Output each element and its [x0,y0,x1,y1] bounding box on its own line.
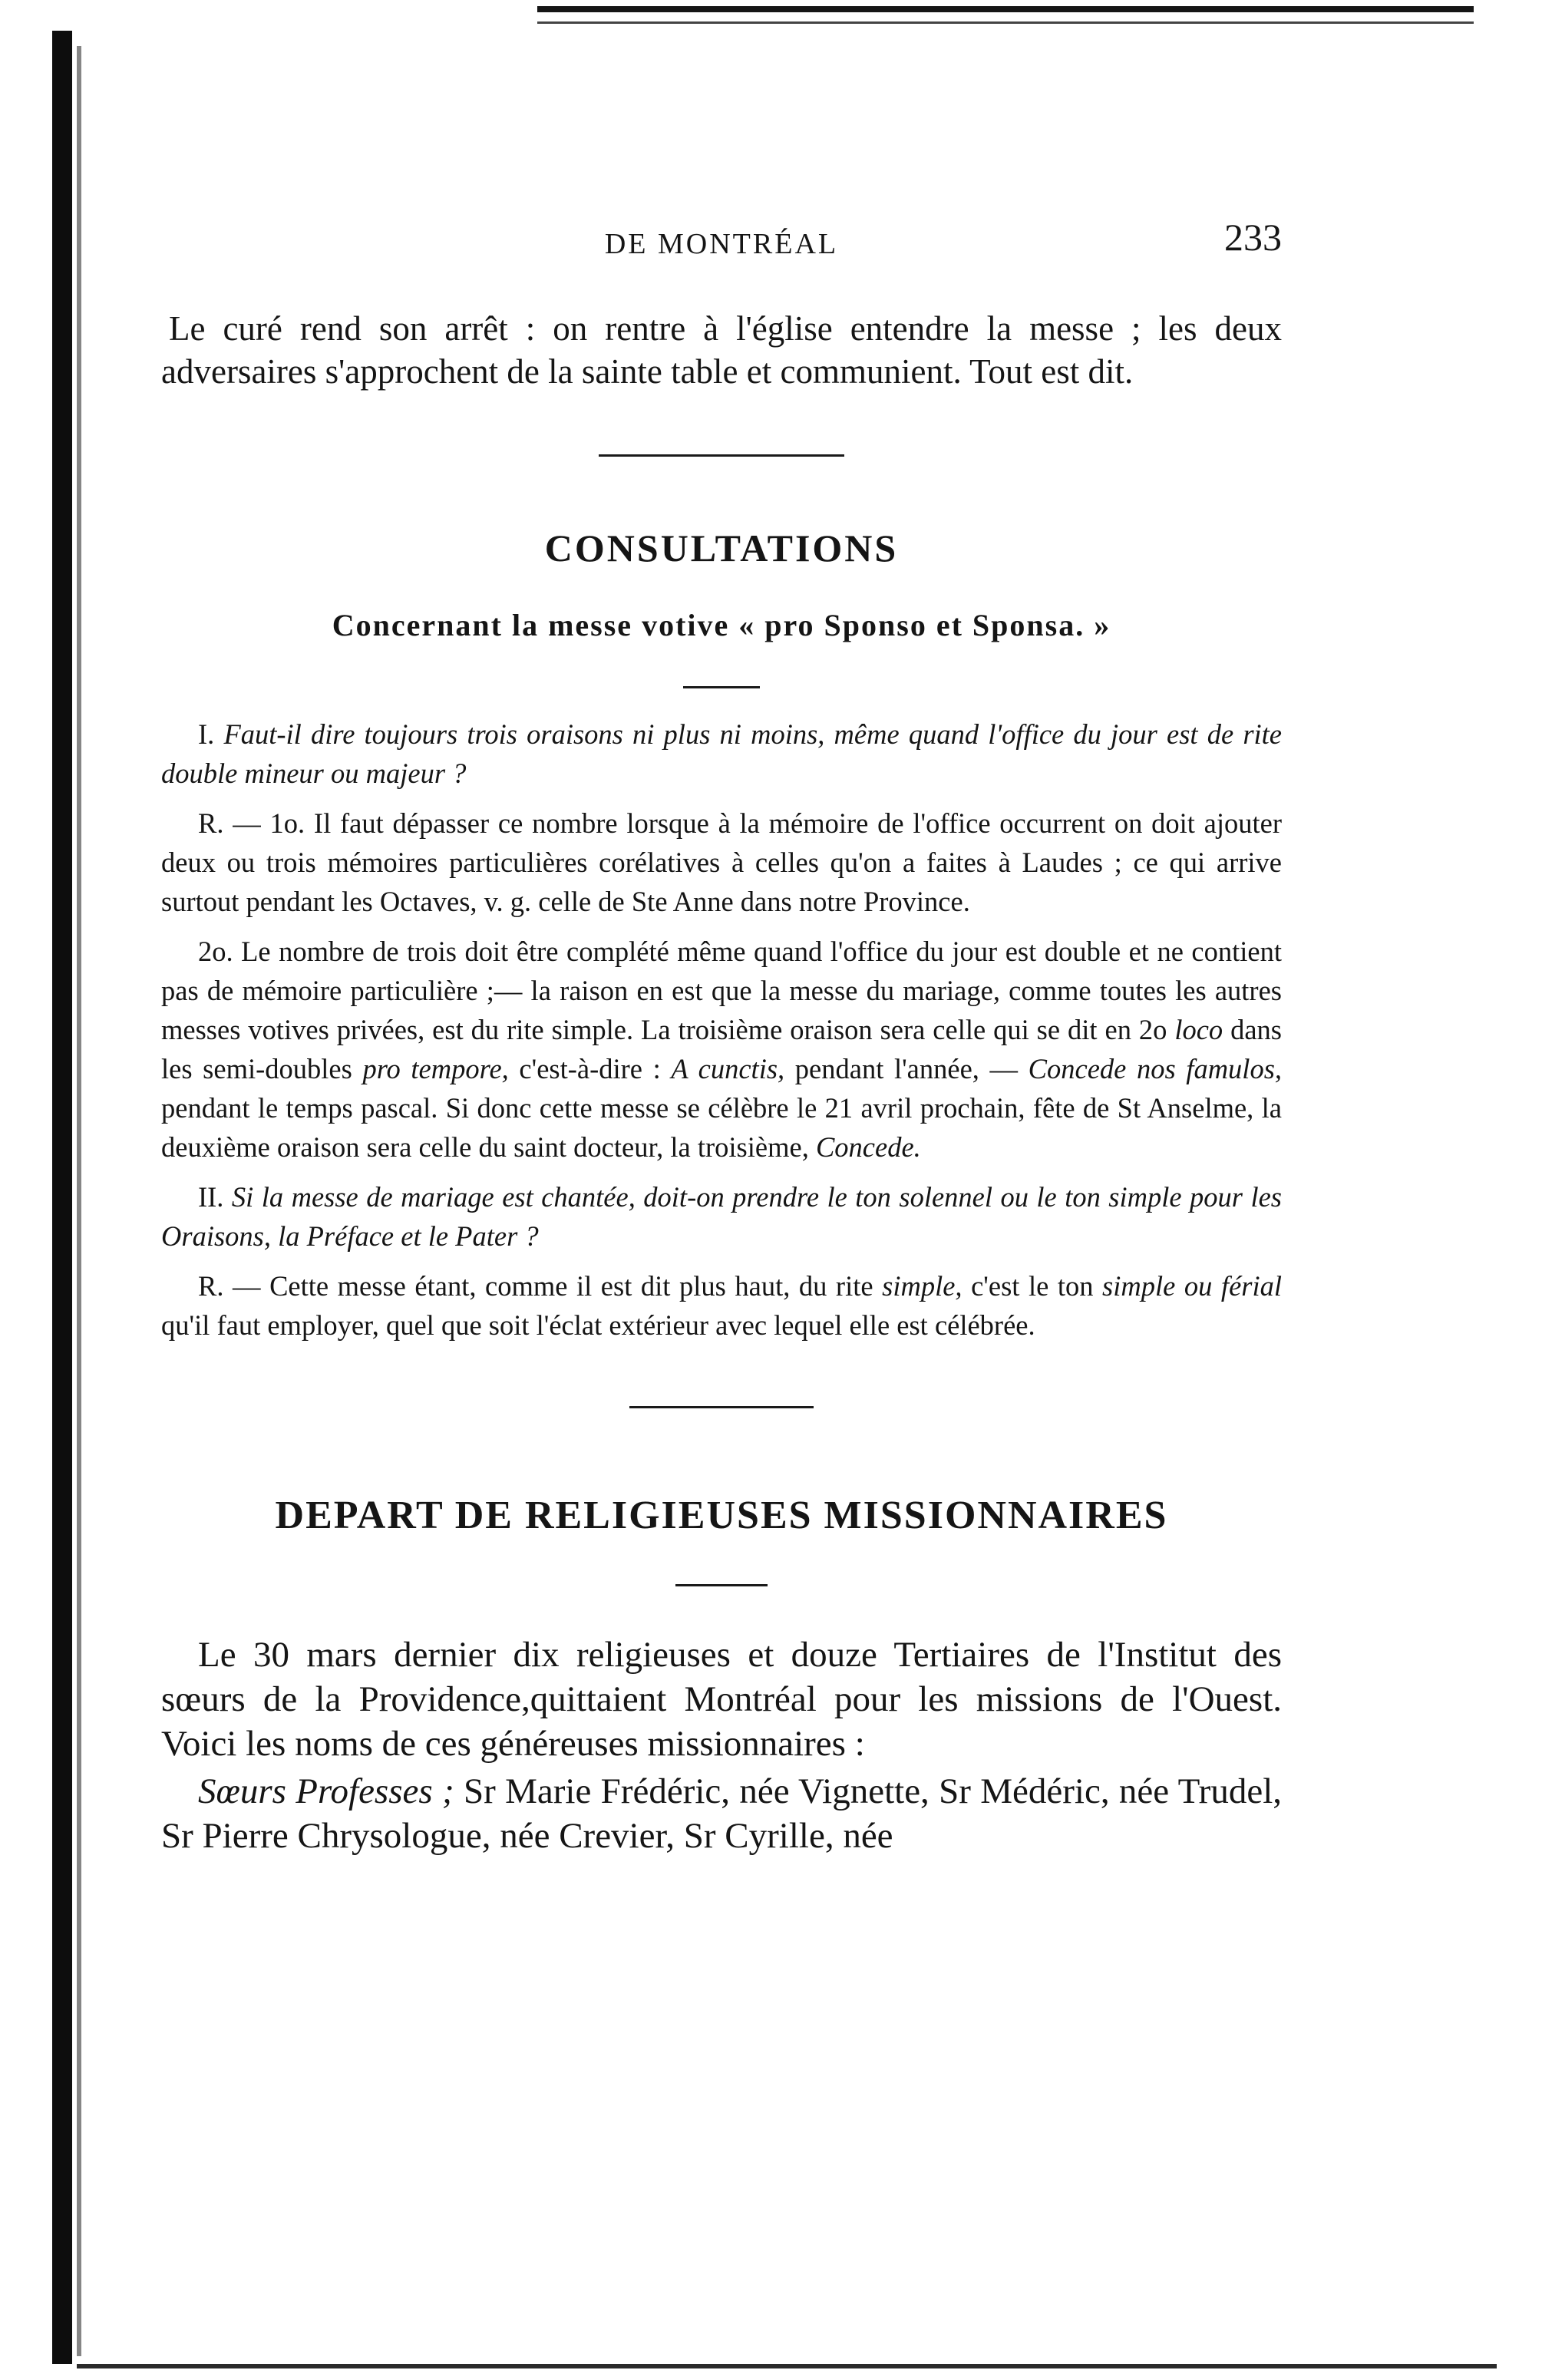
question-2 [161,1177,1282,1256]
answer-1-part-2-pro-tempore: pro tempore, [362,1053,509,1084]
running-head [161,215,1282,269]
question-2-label: II. [198,1181,224,1213]
page [161,215,1282,1858]
depart-heading: DEPART DE RELIGIEUSES MISSIONNAIRES [275,1494,1168,1537]
answer-1-part-2-loco: loco [1174,1014,1223,1045]
scan-edge-left-shadow [77,46,81,2356]
scan-edge-bottom [77,2364,1497,2368]
question-1 [161,715,1282,793]
question-1-label: I. [198,718,215,750]
answer-1-part-2-text-after: pendant le temps pascal. Si donc cette messe se célèbre le 21 avril prochain, fête de St Anselme, la deuxième oraison sera celle du saint docteur, la troisième, [161,1092,1282,1163]
answer-1-part-1-text: Il faut dépasser ce nombre lorsque à la mémoire de l'office occurrent on doit ajouter deux ou trois mémoires particulières corélatives à celles qu'on a faites à Laudes ; ce qui arrive surtout pendant les Octaves, v. g. celle de Ste Anne dans notre Province. [161,807,1283,917]
depart-paragraph-1: Le 30 mars dernier dix religieuses et douze Tertiaires de l'Institut des sœurs de la Providence,quittaient Montréal pour les missions de l'Ouest. Voici les noms de ces généreuses missionnaires : [161,1635,1282,1764]
answer-1-part-2-concede: Concede. [815,1131,921,1163]
depart-body [161,1632,1282,1858]
answer-1-part-2-label: 2o. [198,936,233,967]
section-divider-1 [599,454,844,457]
answer-1-part-2-text-mid3: pendant l'année, — [794,1053,1019,1084]
running-head-title: DE MONTRÉAL [604,228,839,260]
intro-paragraph-block [161,307,1282,393]
answer-2 [161,1266,1282,1345]
professes-text: Sr Marie Frédéric, née Vignette, Sr Médéric, née Trudel, Sr Pierre Chrysologue, née Crevier, Sr Cyrille, née [161,1771,1283,1856]
answer-2-simple-ou-ferial: simple ou férial [1102,1270,1283,1302]
section-divider-3 [629,1406,814,1408]
consultations-subheading: Concernant la messe votive « pro Sponso et Sponsa. » [332,608,1111,642]
answer-1-part-2-a-cunctis: A cunctis, [671,1053,785,1084]
depart-paragraph-2 [161,1769,1282,1858]
consultations-heading: CONSULTATIONS [544,527,899,569]
page-number: 233 [1224,216,1282,259]
answer-1-part-2-text-mid2: c'est-à-dire : [519,1053,661,1084]
question-1-text: Faut-il dire toujours trois oraisons ni plus ni moins, même quand l'office du jour est de rite double mineur ou majeur ? [161,718,1283,789]
question-2-text: Si la messe de mariage est chantée, doit-on prendre le ton solennel ou le ton simple pour les Oraisons, la Préface et le Pater ? [161,1181,1282,1252]
answer-1-part-2-concede-nos: Concede nos famulos, [1028,1053,1283,1084]
answer-2-text-after: qu'il faut employer, quel que soit l'éclat extérieur avec lequel elle est célébrée. [161,1309,1035,1341]
answer-2-simple: simple, [882,1270,963,1302]
scan-edge-left [52,31,72,2364]
professes-label: Sœurs Professes ; [198,1771,454,1811]
answer-2-text-mid: c'est le ton [971,1270,1094,1302]
answer-1-part-2 [161,932,1282,1167]
answer-1-part-2-text-before: Le nombre de trois doit être complété même quand l'office du jour est double et ne contient pas de mémoire particulière ;— la raison en est que la messe du mariage, comme toutes les autres messes votives privées, est du rite simple. La troisième oraison sera celle qui se dit en 2o [161,936,1282,1045]
answer-1-part-1-label: R. — 1o. [198,807,305,839]
section-divider-2 [683,686,760,688]
answer-2-label: R. — [198,1270,261,1302]
answer-1-part-1 [161,804,1282,921]
consultations-body [161,715,1282,1345]
answer-1-part-2-text-mid1: dans les semi-doubles [161,1014,1282,1084]
answer-2-text-before: Cette messe étant, comme il est dit plus haut, du rite [269,1270,873,1302]
intro-paragraph: Le curé rend son arrêt : on rentre à l'église entendre la messe ; les deux adversaires s'approchent de la sainte table et communient. Tout est dit. [161,309,1282,391]
scan-edge-top [537,6,1474,12]
scan-edge-top-line [537,21,1474,24]
section-divider-4 [675,1584,768,1586]
